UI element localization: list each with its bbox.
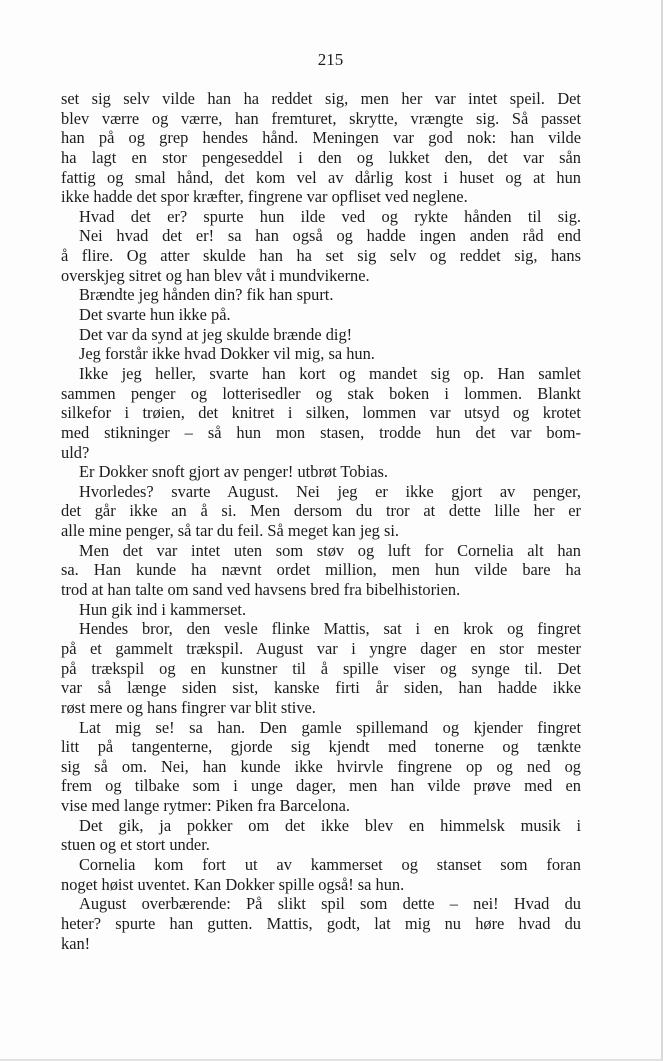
text-line: det går ikke an å si. Men dersom du tror at dette lille her er — [61, 501, 581, 521]
text-line: kan! — [61, 933, 91, 953]
text-line: Men det var intet uten som støv og luft for Cornelia alt han — [79, 540, 581, 560]
text-line: Nei hvad det er! sa han også og hadde ingen anden råd end — [79, 226, 581, 246]
text-line: overskjeg sitret og han blev våt i mundvikerne. — [61, 265, 370, 285]
text-line: ikke hadde det spor kræfter, fingrene var opfliset ved neglene. — [61, 187, 468, 207]
text-line: var så længe siden sist, kanske firti år siden, han hadde ikke — [61, 678, 581, 698]
text-line: Hun gik ind i kammerset. — [79, 599, 247, 619]
text-line: ha lagt en stor pengeseddel i den og lukket den, det var sån — [61, 147, 581, 167]
text-line: Jeg forstår ikke hvad Dokker vil mig, sa hun. — [79, 344, 375, 364]
text-line: August overbærende: På slikt spil som dette – nei! Hvad du — [79, 894, 581, 914]
text-line: set sig selv vilde han ha reddet sig, men her var intet speil. Det — [61, 89, 581, 108]
text-line: frem og tilbake som i unge dager, men han vilde prøve med en — [61, 776, 581, 796]
text-line: Brændte jeg hånden din? fik han spurt. — [79, 285, 334, 305]
body-text — [61, 89, 581, 953]
text-line: blev værre og værre, han fremturet, skrytte, vrængte sig. Så passet — [61, 108, 581, 128]
text-line: litt på tangenterne, gjorde sig kjendt med tonerne og tænkte — [61, 737, 581, 757]
text-line: med stikninger – så hun mon stasen, trodde hun det var bom- — [61, 422, 581, 442]
text-line: Ikke jeg heller, svarte han kort og mandet sig op. Han samlet — [79, 363, 581, 383]
page-number: 215 — [317, 50, 344, 69]
text-line: silkefor i trøien, det knitret i silken, lommen var utsyd og krotet — [61, 403, 581, 423]
text-line: Det svarte hun ikke på. — [79, 305, 231, 325]
text-line: Lat mig se! sa han. Den gamle spillemand og kjender fingret — [79, 717, 581, 737]
text-line: på et gammelt trækspil. August var i yngre dager en stor mester — [61, 638, 581, 658]
text-line: Cornelia kom fort ut av kammerset og stanset som foran — [79, 854, 581, 874]
text-line: vise med lange rytmer: Piken fra Barcelona. — [61, 796, 351, 816]
text-line: å flire. Og atter skulde han ha set sig selv og reddet sig, hans — [61, 246, 581, 266]
text-line: Hvorledes? svarte August. Nei jeg er ikke gjort av penger, — [79, 481, 581, 501]
text-line: fattig og smal hånd, det kom vel av dårlig kost i huset og at hun — [61, 167, 581, 187]
text-line: sig så om. Nei, han kunde ikke hvirvle fingrene op og ned og — [61, 756, 581, 776]
text-line: stuen og et stort under. — [61, 835, 210, 855]
text-line: Det gik, ja pokker om det ikke blev en himmelsk musik i — [79, 815, 581, 835]
text-line: noget høist uventet. Kan Dokker spille også! sa hun. — [61, 874, 405, 894]
text-line: på trækspil og en kunstner til å spille viser og synge til. Det — [61, 658, 581, 678]
text-line: han på og grep hendes hånd. Meningen var god nok: han vilde — [61, 128, 581, 148]
text-line: Hvad det er? spurte hun ilde ved og rykte hånden til sig. — [79, 206, 581, 226]
text-line: Det var da synd at jeg skulde brænde dig! — [79, 324, 353, 344]
text-line: alle mine penger, så tar du feil. Så meget kan jeg si. — [61, 521, 399, 541]
text-line: Hendes bror, den vesle flinke Mattis, sat i en krok og fingret — [79, 619, 581, 639]
text-line: trod at han talte om sand ved havsens bred fra bibelhistorien. — [61, 580, 461, 600]
text-line: sammen penger og lotterisedler og stak boken i lommen. Blankt — [61, 383, 581, 403]
text-line: Er Dokker snoft gjort av penger! utbrøt Tobias. — [79, 462, 388, 482]
text-line: heter? spurte han gutten. Mattis, godt, lat mig nu høre hvad du — [61, 913, 581, 933]
text-line: røst mere og hans fingrer var blit stive. — [61, 697, 316, 717]
text-line: sa. Han kunde ha nævnt ordet million, men hun vilde bare ha — [61, 560, 581, 580]
text-line: uld? — [61, 442, 90, 462]
